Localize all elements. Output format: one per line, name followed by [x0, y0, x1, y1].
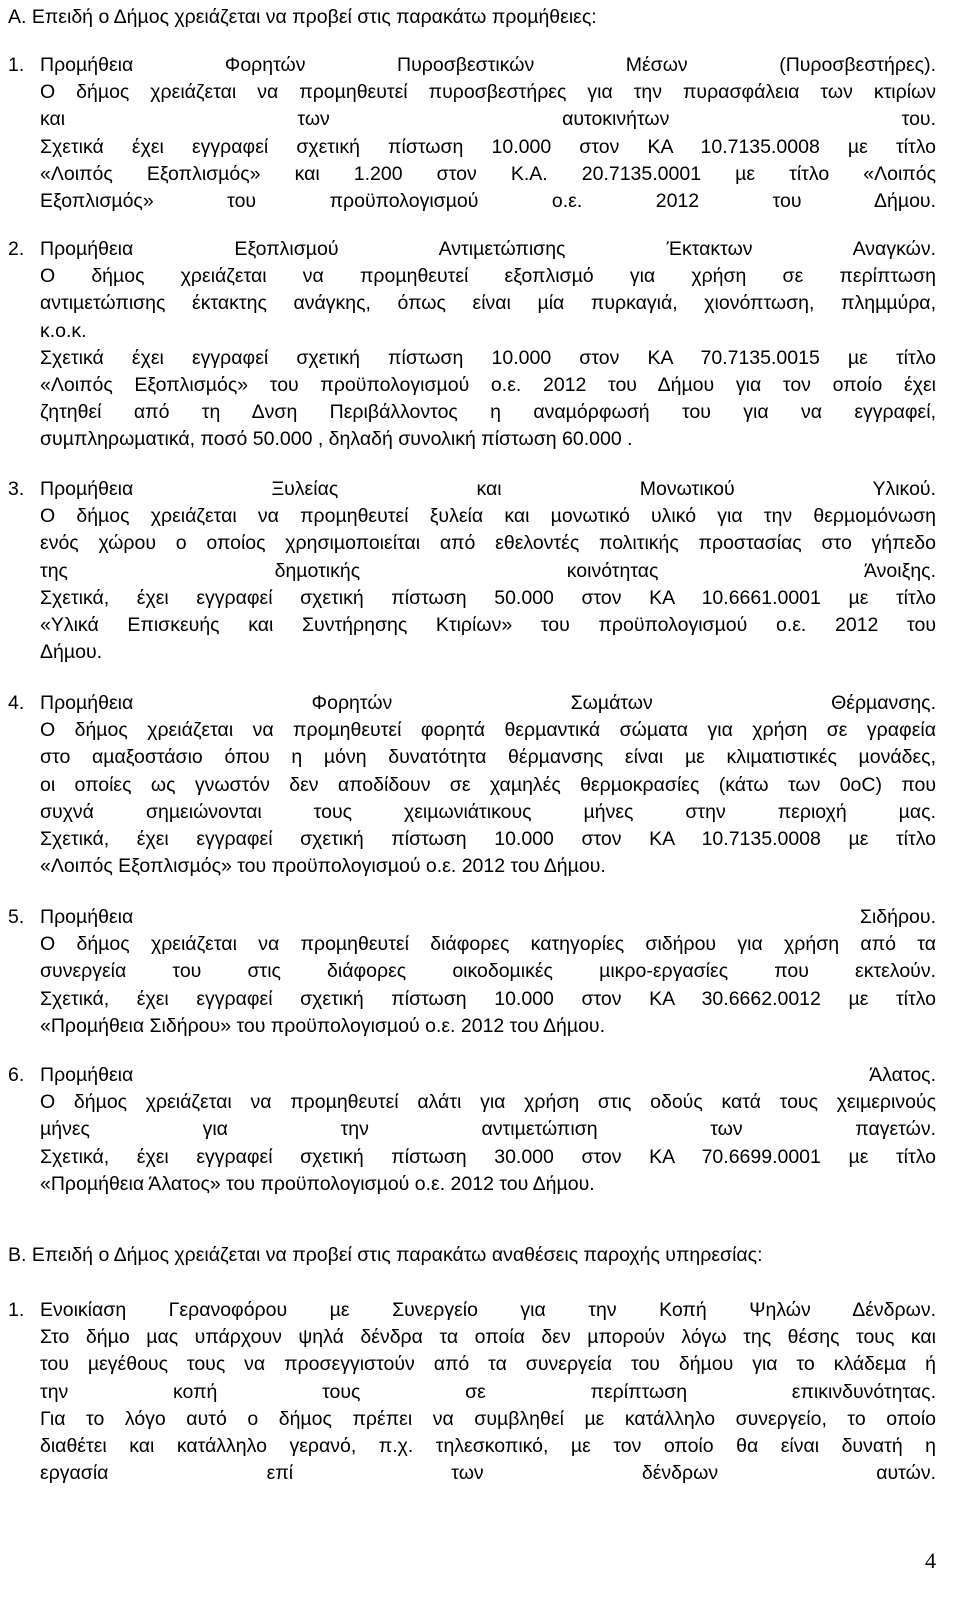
section-a-item-2 — [8, 236, 936, 454]
item-line: την κοπή τους σε περίπτωση επικινδυνότητας. — [40, 1380, 936, 1403]
item-number: 2. — [8, 238, 25, 260]
item-number: 4. — [8, 692, 25, 714]
item-line: ζητηθεί από τη Δνση Περιβάλλοντος η αναµόρφωσή του για να εγγραφεί, — [40, 401, 936, 424]
section-b-heading: Β. Επειδή ο Δήµος χρειάζεται να προβεί στις παρακάτω αναθέσεις παροχής υπηρεσίας: — [8, 1244, 763, 1266]
item-line: και των αυτοκινήτων του. — [40, 108, 936, 131]
item-line: Στο δήµο µας υπάρχουν ψηλά δένδρα τα οποία δεν µπορούν λόγω της θέσης τους και — [40, 1326, 936, 1349]
item-line: Ο δήµος χρειάζεται να προµηθευτεί ξυλεία και µονωτικό υλικό για την θερµοµόνωση — [40, 505, 936, 528]
item-line: Ο δήµος χρειάζεται να προµηθευτεί φορητά θερµαντικά σώµατα για χρήση σε γραφεία — [40, 719, 936, 742]
section-a-item-6 — [8, 1062, 936, 1198]
item-title: Προµήθεια Άλατος. — [40, 1064, 936, 1086]
item-line: του µεγέθους τους να προσεγγιστούν από τα συνεργεία του δήµου για το κλάδεµα ή — [40, 1353, 936, 1376]
section-b-item-1 — [8, 1297, 936, 1487]
item-text — [40, 236, 936, 454]
item-line: Ο δήµος χρειάζεται να προµηθευτεί διάφορες κατηγορίες σιδήρου για χρήση από τα — [40, 933, 936, 956]
item-number: 1. — [8, 1299, 25, 1321]
item-text — [40, 904, 936, 1040]
section-a-item-3 — [8, 476, 936, 666]
section-a-item-5 — [8, 904, 936, 1040]
item-number: 1. — [8, 54, 25, 76]
section-a-item-1 — [8, 52, 936, 215]
item-line: οι οποίες ως γνωστόν δεν αποδίδουν σε χαµηλές θερµοκρασίες (κάτω των 0oC) που — [40, 773, 936, 796]
item-number: 5. — [8, 906, 25, 928]
item-line: Σχετικά έχει εγγραφεί σχετική πίστωση 10.000 στον ΚΑ 10.7135.0008 µε τίτλο — [40, 135, 936, 158]
item-title: Προµήθεια Εξοπλισµού Αντιµετώπισης Έκτακτων Αναγκών. — [40, 238, 936, 260]
item-line: Σχετικά, έχει εγγραφεί σχετική πίστωση 50.000 στον ΚΑ 10.6661.0001 µε τίτλο — [40, 586, 936, 609]
item-number: 3. — [8, 478, 25, 500]
item-line: Ο δήµος χρειάζεται να προµηθευτεί αλάτι για χρήση στις οδούς κατά τους χειµερινούς — [40, 1091, 936, 1114]
item-line: Δήµου. — [40, 641, 103, 664]
item-line: Σχετικά, έχει εγγραφεί σχετική πίστωση 10.000 στον ΚΑ 30.6662.0012 µε τίτλο — [40, 987, 936, 1010]
item-text — [40, 690, 936, 880]
item-line: της δηµοτικής κοινότητας Άνοιξης. — [40, 559, 936, 582]
item-line: αντιµετώπισης έκτακτης ανάγκης, όπως είναι µία πυρκαγιά, χιονόπτωση, πληµµύρα, — [40, 292, 936, 315]
item-line: Σχετικά έχει εγγραφεί σχετική πίστωση 10.000 στον ΚΑ 70.7135.0015 µε τίτλο — [40, 346, 936, 369]
page-number: 4 — [925, 1548, 936, 1573]
item-title: Προµήθεια Φορητών Σωµάτων Θέρµανσης. — [40, 692, 936, 714]
section-a-item-4 — [8, 690, 936, 880]
item-line: Ο δήµος χρειάζεται να προµηθευτεί πυροσβεστήρες για την πυρασφάλεια των κτιρίων — [40, 81, 936, 104]
item-line: «Προµήθεια Άλατος» του προϋπολογισµού ο.ε. 2012 του Δήµου. — [40, 1172, 595, 1195]
section-a-heading: Α. Επειδή ο Δήµος χρειάζεται να προβεί στις παρακάτω προµήθειες: — [8, 6, 597, 28]
item-line: µήνες για την αντιµετώπιση των παγετών. — [40, 1118, 936, 1141]
item-line: συνεργεία του στις διάφορες οικοδοµικές µικρο-εργασίες που εκτελούν. — [40, 960, 936, 983]
item-line: στο αµαξοστάσιο όπου η µόνη δυνατότητα θέρµανσης είναι µε κλιµατιστικές µονάδες, — [40, 746, 936, 769]
item-line: εργασία επί των δένδρων αυτών. — [40, 1462, 936, 1485]
item-line: «Προµήθεια Σιδήρου» του προϋπολογισµού ο.ε. 2012 του Δήµου. — [40, 1014, 605, 1037]
item-line: συχνά σηµειώνονται τους χειµωνιάτικους µήνες στην περιοχή µας. — [40, 800, 936, 823]
item-title: Προµήθεια Σιδήρου. — [40, 906, 936, 928]
item-title: Προµήθεια Φορητών Πυροσβεστικών Μέσων (Πυροσβεστήρες). — [40, 54, 936, 76]
item-text — [40, 1297, 936, 1487]
item-line: «Λοιπός Εξοπλισµός» και 1.200 στον Κ.Α. 20.7135.0001 µε τίτλο «Λοιπός — [40, 162, 936, 185]
item-line: κ.ο.κ. — [40, 319, 87, 342]
item-title: Ενοικίαση Γερανοφόρου µε Συνεργείο για την Κοπή Ψηλών Δένδρων. — [40, 1299, 936, 1321]
item-line: Σχετικά, έχει εγγραφεί σχετική πίστωση 10.000 στον ΚΑ 10.7135.0008 µε τίτλο — [40, 828, 936, 851]
item-line: «Υλικά Επισκευής και Συντήρησης Κτιρίων» του προϋπολογισµού ο.ε. 2012 του — [40, 614, 936, 637]
item-text — [40, 52, 936, 215]
item-line: Για το λόγο αυτό ο δήµος πρέπει να συµβληθεί µε κατάλληλο συνεργείο, το οποίο — [40, 1407, 936, 1430]
item-line: Σχετικά, έχει εγγραφεί σχετική πίστωση 30.000 στον ΚΑ 70.6699.0001 µε τίτλο — [40, 1145, 936, 1168]
item-line: συµπληρωµατικά, ποσό 50.000 , δηλαδή συνολική πίστωση 60.000 . — [40, 428, 633, 451]
item-line: «Λοιπός Εξοπλισµός» του προϋπολογισµού ο.ε. 2012 του Δήµου για τον οποίο έχει — [40, 374, 936, 397]
item-line: Ο δήµος χρειάζεται να προµηθευτεί εξοπλισµό για χρήση σε περίπτωση — [40, 265, 936, 288]
item-text — [40, 1062, 936, 1198]
item-title: Προµήθεια Ξυλείας και Μονωτικού Υλικού. — [40, 478, 936, 500]
item-line: ενός χώρου ο οποίος χρησιµοποιείται από εθελοντές πολιτικής προστασίας στο γήπεδο — [40, 532, 936, 555]
item-line: Εξοπλισµός» του προϋπολογισµού ο.ε. 2012 του Δήµου. — [40, 190, 936, 213]
item-text — [40, 476, 936, 666]
item-number: 6. — [8, 1064, 25, 1086]
item-line: «Λοιπός Εξοπλισµός» του προϋπολογισµού ο.ε. 2012 του Δήµου. — [40, 855, 606, 878]
item-line: διαθέτει και κατάλληλο γερανό, π.χ. τηλεσκοπικό, µε τον οποίο θα είναι δυνατή η — [40, 1435, 936, 1458]
